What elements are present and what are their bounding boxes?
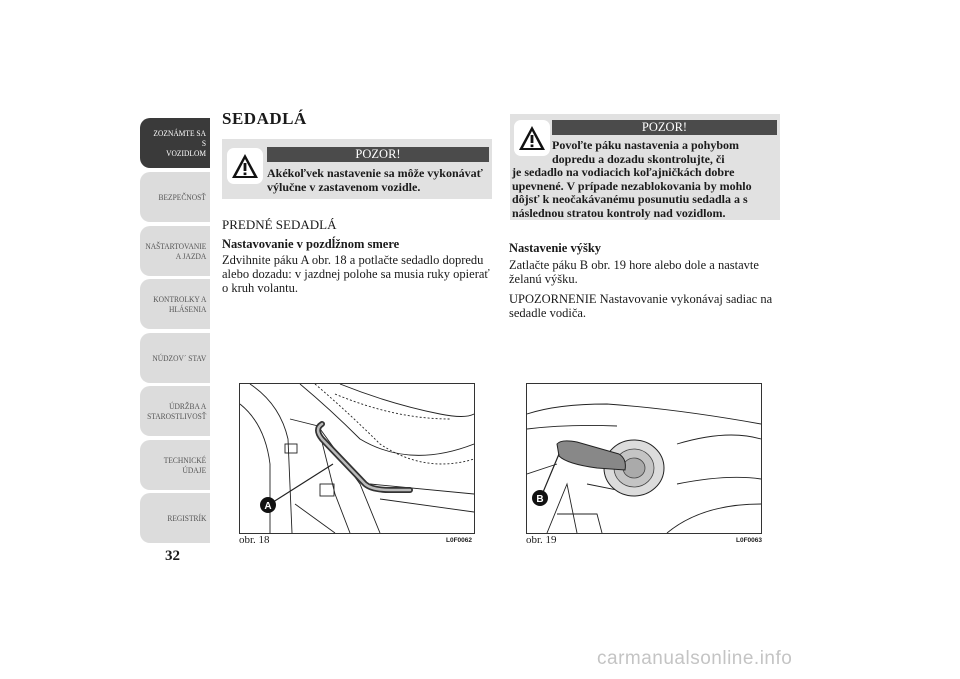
tab-nastartovanie-a-jazda[interactable] [140,226,210,276]
figure-18-code: L0F0062 [446,537,473,544]
warning-icon [227,148,263,184]
tab-label: TECHNICKÉ ÚDAJE [163,455,206,475]
tab-label: NÚDZOV´ STAV [152,353,206,363]
watermark: carmanualsonline.info [597,648,793,669]
warning-box-left [222,139,492,199]
tab-label: NAŠTARTOVANIE A JAZDA [144,241,206,261]
figure-19 [526,383,762,534]
tab-label: BEZPEČNOSŤ [158,192,206,202]
tab-registrik[interactable] [140,493,210,543]
tab-label: KONTROLKY A HLÁSENIA [152,294,206,314]
seat-lever-b-illustration [527,384,761,533]
tab-nudzovy-stav[interactable] [140,333,210,383]
warning-text: Akékoľvek nastavenie sa môže vykonávať výlučne v zastavenom vozidle. [267,166,483,194]
section-heading: PREDNÉ SEDADLÁ [222,217,337,232]
warning-header: POZOR! [552,120,777,135]
marker-b: B [536,494,544,505]
figure-19-code: L0F0063 [736,537,763,544]
marker-a: A [264,501,272,512]
tab-technicke-udaje[interactable] [140,440,210,490]
subheading-longitudinal: Nastavovanie v pozdĺžnom smere [222,237,400,251]
warning-text-full: je sedadlo na vodiacich koľajničkách dobre upevnené. V prípade nezablokovania by mohlo dôjsť k neočakávanému posunutiu sedadla a s následnou stratou kontroly nad vozidlom. [512,165,752,220]
subheading-height: Nastavenie výšky [509,241,602,255]
warning-text-indented: Povoľte páku nastavenia a pohybom dopredu a dozadu skontrolujte, či [552,138,739,166]
seat-lever-a-illustration [240,384,474,533]
note-height: UPOZORNENIE Nastavovanie vykonávaj sadiac na sedadle vodiča. [509,292,773,320]
tab-label: ZOZNÁMTE SA S VOZIDLOM [153,128,206,158]
tab-zoznamte-sa-s-vozidlom[interactable] [140,118,210,168]
warning-box-right [510,114,780,220]
body-longitudinal: Zdvihnite páku A obr. 18 a potlačte sedadlo dopredu alebo dozadu: v jazdnej polohe sa musia ruky opierať o kruh volantu. [222,253,490,295]
tab-kontrolky-a-hlasenia[interactable] [140,279,210,329]
page-title: SEDADLÁ [222,109,307,128]
figure-18-caption: obr. 18 [239,534,270,546]
warning-header: POZOR! [267,147,489,162]
body-height: Zatlačte páku B obr. 19 hore alebo dole a nastavte želanú výšku. [509,258,759,286]
figure-19-caption: obr. 19 [526,534,557,546]
tab-label: ÚDRŽBA A STAROSTLIVOSŤ [146,401,206,421]
figure-18 [239,383,475,534]
tab-udrzba-a-starostlivost[interactable] [140,386,210,436]
tab-bezpecnost[interactable] [140,172,210,222]
page-number: 32 [165,548,180,564]
tab-label: REGISTRÍK [166,513,206,523]
warning-icon [514,120,550,156]
